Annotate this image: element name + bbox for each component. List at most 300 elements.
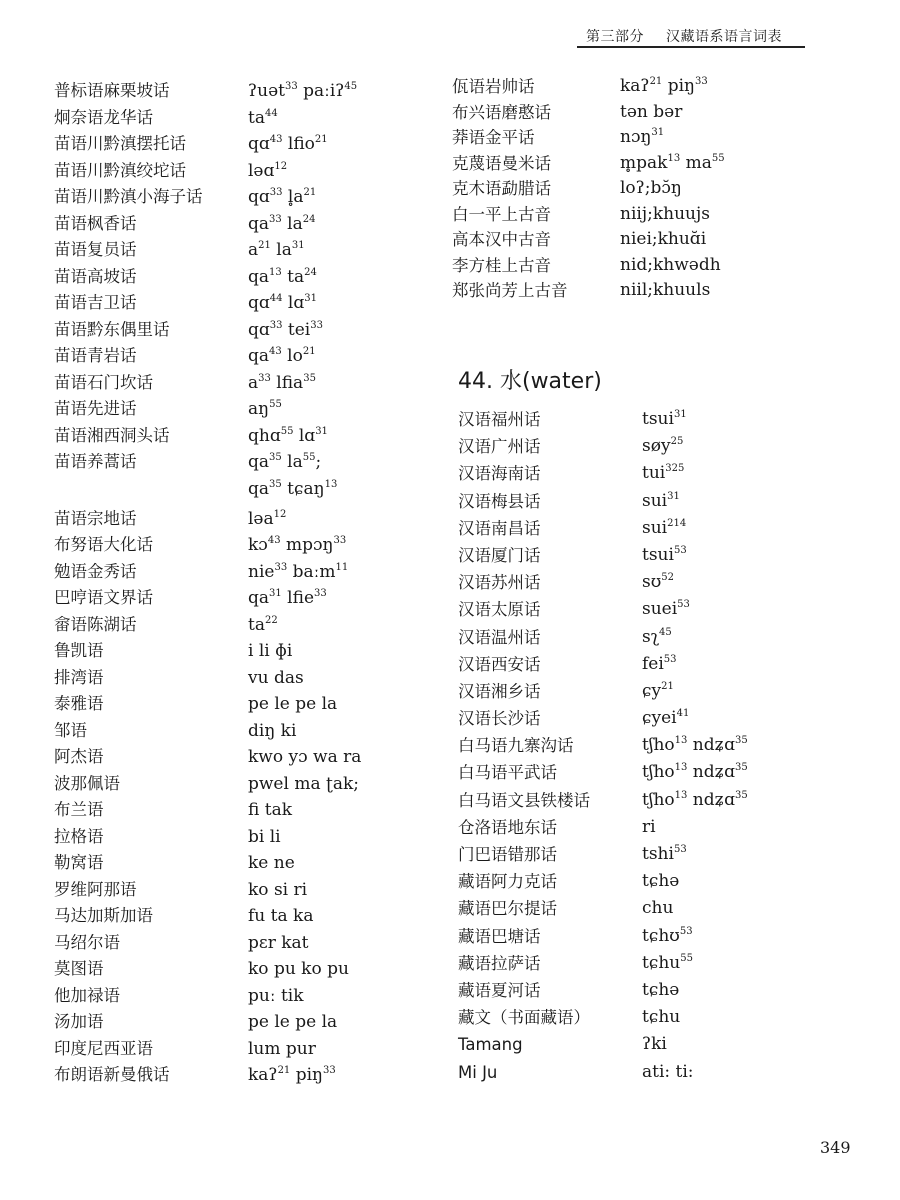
word-form [642, 488, 680, 515]
header-part: 第三部分 [586, 29, 644, 45]
word-form [642, 569, 674, 596]
form-text: qa [248, 213, 270, 234]
form-text: bi li [248, 826, 281, 847]
tone-number: 31 [269, 588, 282, 599]
water-word-list [458, 406, 878, 1086]
language-name: 藏语阿力克话 [458, 872, 557, 892]
entry-row [452, 278, 872, 304]
entry-row [458, 460, 878, 487]
word-form [248, 237, 305, 264]
form-text: m̥pak [620, 152, 668, 173]
language-name: 阿杰语 [54, 747, 104, 766]
tone-number: 35 [269, 478, 282, 490]
word-form [642, 841, 687, 868]
entry-row [54, 396, 434, 423]
tone-number: 21 [661, 680, 674, 692]
language-name: 罗维阿那语 [54, 879, 137, 899]
tone-number: 55 [711, 152, 725, 164]
language-name: 藏语夏河话 [458, 980, 541, 1000]
entry-row [54, 771, 434, 798]
entry-row [458, 732, 878, 759]
tone-number: 35 [269, 452, 282, 463]
form-text: ʔki [642, 1034, 667, 1055]
entry-row [54, 1036, 434, 1063]
form-text: tshi [642, 844, 674, 864]
language-name: 印度尼西亚语 [54, 1038, 153, 1058]
form-text: tən bər [620, 101, 683, 122]
tone-number: 31 [315, 425, 328, 437]
tone-number: 33 [258, 372, 271, 384]
entry-row [54, 423, 434, 450]
form-text: piŋ [290, 1065, 323, 1085]
form-text: kaʔ [248, 1065, 278, 1085]
word-form [248, 264, 317, 291]
word-form [248, 1036, 316, 1063]
tone-number: 33 [269, 319, 283, 331]
form-text: ke ne [248, 853, 295, 873]
entry-row [54, 184, 434, 211]
language-name: 藏语巴塘话 [458, 926, 541, 946]
form-text: qɑ [248, 134, 270, 154]
language-name: 苗语川黔滇小海子话 [54, 187, 203, 206]
section-heading: 44. 水(water) [458, 369, 602, 394]
tone-number: 43 [267, 535, 281, 546]
word-form [620, 100, 682, 126]
form-text: sui [642, 517, 668, 538]
word-form [642, 950, 693, 977]
entry-row [458, 787, 878, 814]
entry-row [452, 176, 872, 202]
tone-number: 13 [269, 266, 282, 278]
word-form [248, 903, 313, 930]
language-name: Tamang [458, 1035, 523, 1055]
form-text: pe le pe la [248, 1012, 338, 1032]
form-text: ləɑ [248, 160, 275, 181]
tone-number: 21 [314, 134, 328, 145]
language-name: 苗语川黔滇摆托话 [54, 134, 186, 153]
tone-number: 31 [667, 490, 680, 502]
language-name: 苗语复员话 [54, 240, 137, 259]
language-name: 苗语石门坎话 [54, 372, 153, 392]
language-name: 莫图语 [54, 959, 104, 978]
tone-number: 53 [673, 844, 687, 855]
form-text: paːiʔ [297, 81, 345, 101]
word-form [248, 532, 346, 559]
form-text: nie [248, 561, 275, 582]
word-form [620, 125, 664, 151]
language-name: 畲语陈湖话 [54, 614, 137, 634]
tone-number: 33 [314, 588, 327, 599]
tone-number: 25 [670, 436, 684, 448]
tone-number: 13 [674, 735, 688, 747]
language-name: 拉格语 [54, 826, 104, 846]
language-name: 他加禄语 [54, 985, 120, 1005]
entry-row [458, 624, 878, 651]
form-text: niil;khuuls [620, 280, 711, 300]
tone-number: 45 [659, 626, 672, 638]
word-form [248, 506, 286, 533]
form-text: qɑ [248, 319, 270, 340]
form-text: ndʑɑ [687, 762, 736, 783]
word-form [642, 759, 748, 786]
tone-number: 33 [310, 319, 323, 331]
tone-number: 43 [269, 134, 283, 145]
tone-number: 31 [651, 127, 665, 138]
language-name: 勉语金秀话 [54, 561, 137, 581]
form-text: qa [248, 588, 270, 608]
entry-row [458, 1031, 878, 1058]
tone-number: 13 [674, 789, 688, 801]
form-text: puː tik [248, 985, 304, 1006]
form-text: tɕhʊ [642, 925, 680, 946]
entry-row [452, 202, 872, 228]
tone-number: 35 [303, 372, 316, 384]
header-title: 汉藏语系语言词表 [666, 29, 782, 45]
word-form [620, 227, 706, 253]
entry-row [54, 78, 434, 105]
entry-row [54, 1009, 434, 1036]
word-form [248, 983, 304, 1010]
form-text: ko si ri [248, 879, 308, 900]
language-name: 藏文（书面藏语） [458, 1008, 590, 1028]
language-name: 汉语太原话 [458, 600, 541, 620]
entry-row [458, 895, 878, 922]
word-form [248, 131, 328, 158]
entry-row [54, 105, 434, 132]
entry-row [54, 559, 434, 586]
word-form [642, 433, 683, 460]
entry-row [452, 125, 872, 151]
form-text: nid;khwədh [620, 254, 721, 275]
form-text: tɕhə [642, 871, 680, 892]
word-form [248, 423, 328, 450]
entry-row [458, 433, 878, 460]
word-form [248, 105, 278, 132]
form-text: piŋ [662, 76, 695, 96]
form-text: la [270, 240, 292, 260]
entry-row [458, 814, 878, 841]
word-form [642, 596, 690, 623]
tone-number: 21 [277, 1065, 291, 1076]
entry-row [458, 705, 878, 732]
word-form [248, 317, 323, 344]
form-text: fu ta ka [248, 906, 314, 926]
tone-number: 31 [304, 293, 317, 304]
tone-number: 12 [273, 508, 287, 520]
language-name: 汉语梅县话 [458, 491, 541, 511]
word-form [642, 787, 748, 814]
tone-number: 45 [344, 81, 358, 92]
form-text: la [281, 452, 303, 472]
form-text: sʅ [642, 626, 659, 647]
form-text: pɛr kat [248, 932, 309, 953]
entry-row [54, 797, 434, 824]
form-text: sui [642, 490, 668, 511]
form-text: ləa [248, 508, 274, 529]
word-form [248, 744, 361, 771]
entry-row [458, 1059, 878, 1086]
entry-row [54, 506, 434, 533]
form-text: nɔŋ [620, 127, 652, 147]
word-form [248, 78, 357, 105]
entry-row [452, 100, 872, 126]
language-name: 汉语西安话 [458, 654, 541, 674]
entry-row [54, 532, 434, 559]
entry-row [458, 868, 878, 895]
entry-row [458, 569, 878, 596]
language-name: 汉语温州话 [458, 627, 541, 647]
tone-number: 22 [264, 614, 278, 626]
tone-number: 33 [333, 535, 347, 546]
language-name: 邹语 [54, 720, 87, 740]
form-text: ta [281, 266, 305, 287]
entry-row [458, 515, 878, 542]
form-text: ɕyei [642, 708, 677, 729]
word-form [620, 74, 708, 100]
word-form [642, 1004, 680, 1031]
entry-row [458, 596, 878, 623]
word-form [642, 624, 672, 651]
tone-number: 52 [661, 572, 675, 584]
form-text: lum pur [248, 1038, 316, 1059]
entry-row [54, 744, 434, 771]
word-form [248, 370, 316, 397]
entry-row [458, 977, 878, 1004]
language-name: 白马语文县铁楼话 [458, 790, 590, 810]
running-header [586, 26, 796, 46]
tone-number: 55 [680, 952, 693, 964]
language-name: 苗语高坡话 [54, 266, 137, 286]
form-text: qhɑ [248, 425, 281, 446]
form-text: qa [248, 346, 270, 366]
tone-number: 21 [302, 346, 316, 357]
form-text: lɑ [293, 425, 316, 446]
language-name: 白马语平武话 [458, 763, 557, 783]
language-name: 苗语养蒿话 [54, 452, 137, 471]
form-text: ta [248, 614, 265, 635]
word-form [642, 895, 673, 922]
language-name: 苗语青岩话 [54, 346, 137, 365]
form-text: tɕhə [642, 979, 680, 1000]
word-form [642, 1059, 694, 1086]
language-name: 克木语勐腊话 [452, 179, 551, 198]
left-word-list [54, 78, 434, 1089]
word-form [248, 824, 281, 851]
form-text: ; [315, 452, 322, 472]
language-name: 汉语苏州话 [458, 573, 541, 593]
language-name: 汤加语 [54, 1012, 104, 1031]
language-name: 巴哼语文界话 [54, 588, 153, 607]
entry-row [54, 638, 434, 665]
word-form [248, 449, 321, 476]
language-name: 苗语吉卫话 [54, 293, 137, 312]
page-number: 349 [820, 1138, 851, 1157]
entry-row [458, 1004, 878, 1031]
tone-number: 21 [649, 76, 663, 87]
word-form [248, 718, 296, 745]
word-form [248, 612, 278, 639]
language-name: 马绍尔语 [54, 932, 120, 952]
tone-number: 53 [673, 544, 687, 556]
entry-row [54, 585, 434, 612]
language-name: 藏语巴尔提话 [458, 899, 557, 919]
entry-row [54, 983, 434, 1010]
form-text: ta [248, 107, 265, 128]
form-text: tʃho [642, 735, 675, 756]
language-name: 炯奈语龙华话 [54, 107, 153, 127]
language-name: 苗语湘西洞头话 [54, 425, 170, 445]
language-name: 布兰语 [54, 800, 104, 819]
entry-row [54, 691, 434, 718]
form-text: fi tak [248, 800, 293, 820]
tone-number: 53 [679, 925, 693, 937]
form-text: fei [642, 653, 664, 674]
form-text: kɔ [248, 535, 268, 555]
language-name: 汉语福州话 [458, 410, 541, 429]
word-form [248, 956, 349, 983]
form-text: aŋ [248, 399, 270, 419]
language-name: 白一平上古音 [452, 204, 551, 224]
language-name: 泰雅语 [54, 694, 104, 713]
word-form [248, 638, 292, 665]
form-text: ɕy [642, 680, 662, 701]
tone-number: 214 [667, 517, 687, 529]
word-form [248, 691, 337, 718]
form-text: pwel ma ʈak; [248, 773, 359, 794]
language-name: 苗语先进话 [54, 399, 137, 418]
entry-row [54, 930, 434, 957]
form-text: l̥a [282, 187, 304, 207]
word-form [642, 678, 674, 705]
form-text: chu [642, 898, 674, 919]
form-text: niei;khuɑ̆i [620, 229, 707, 249]
word-form [620, 176, 682, 202]
tone-number: 55 [302, 452, 316, 463]
entry-row [54, 290, 434, 317]
word-form [248, 665, 304, 692]
word-form [642, 923, 693, 950]
form-text: tsui [642, 544, 674, 565]
entry-row [54, 903, 434, 930]
form-text: suei [642, 599, 678, 620]
word-form [642, 977, 679, 1004]
tone-number: 13 [674, 762, 688, 774]
tone-number: 44 [264, 107, 278, 119]
entry-row [54, 131, 434, 158]
word-form [642, 406, 687, 433]
entry-row [54, 237, 434, 264]
form-text: tɕhu [642, 1007, 681, 1028]
language-name: 李方桂上古音 [452, 255, 551, 275]
tone-number: 325 [665, 463, 685, 475]
language-name: 门巴语错那话 [458, 845, 557, 864]
form-text: tei [282, 319, 311, 340]
form-text: qa [248, 266, 270, 287]
language-name: 苗语川黔滇绞坨话 [54, 160, 186, 180]
language-name: 普标语麻栗坡话 [54, 81, 170, 100]
tone-number: 33 [694, 76, 708, 87]
form-text: la [281, 213, 303, 234]
tone-number: 24 [304, 266, 317, 278]
entry-row [458, 923, 878, 950]
entry-row [458, 542, 878, 569]
form-text: niij;khuujs [620, 203, 710, 224]
entry-row [452, 253, 872, 279]
form-text: a [248, 240, 259, 260]
word-form [642, 1031, 667, 1058]
language-name: 苗语宗地话 [54, 508, 137, 528]
tone-number: 43 [269, 346, 282, 357]
tone-number: 13 [667, 152, 681, 164]
language-name: 马达加斯加语 [54, 906, 153, 925]
tone-number: 53 [677, 599, 690, 611]
form-text: ndʑɑ [687, 735, 736, 756]
form-text: tɕaŋ [281, 478, 325, 499]
language-name: 苗语黔东偶里话 [54, 319, 170, 339]
word-form [248, 877, 307, 904]
entry-row [458, 950, 878, 977]
language-name: 苗语枫香话 [54, 213, 137, 233]
entry-row [458, 488, 878, 515]
language-name: Mi Ju [458, 1062, 498, 1082]
language-name: 汉语长沙话 [458, 709, 541, 729]
form-text: qa [248, 478, 270, 499]
form-text: ma [680, 152, 712, 173]
entry-row [54, 476, 434, 506]
tone-number: 33 [269, 213, 282, 225]
tone-number: 11 [335, 561, 349, 573]
form-text: lfio [282, 134, 315, 154]
form-text: qɑ [248, 187, 270, 207]
language-name: 白马语九寨沟话 [458, 736, 574, 756]
tone-number: 53 [663, 653, 677, 665]
language-name: 排湾语 [54, 667, 104, 687]
word-form [248, 1009, 337, 1036]
word-form [642, 542, 687, 569]
entry-row [54, 370, 434, 397]
tone-number: 44 [269, 293, 283, 304]
form-text: tʃho [642, 762, 675, 783]
form-text: tʃho [642, 789, 675, 810]
tone-number: 35 [735, 762, 748, 774]
form-text: søy [642, 436, 671, 457]
tone-number: 55 [280, 425, 294, 437]
language-name: 勒窝语 [54, 853, 104, 872]
tone-number: 31 [673, 409, 687, 420]
tone-number: 33 [284, 81, 298, 92]
word-form [248, 184, 316, 211]
tone-number: 31 [291, 240, 305, 251]
entry-row [54, 956, 434, 983]
entry-row [458, 678, 878, 705]
word-form [620, 202, 710, 228]
language-name: 汉语广州话 [458, 437, 541, 457]
word-form [642, 868, 679, 895]
word-form [642, 705, 689, 732]
word-form [620, 151, 725, 177]
word-form [248, 476, 337, 503]
entry-row [54, 612, 434, 639]
language-name: 汉语湘乡话 [458, 681, 541, 701]
form-text: vu das [248, 667, 304, 688]
form-text: baːm [287, 561, 336, 582]
language-name: 汉语厦门话 [458, 545, 541, 565]
right-top-word-list [452, 74, 872, 304]
entry-row [54, 211, 434, 238]
word-form [248, 930, 309, 957]
word-form [248, 396, 282, 423]
form-text: sʊ [642, 572, 662, 593]
